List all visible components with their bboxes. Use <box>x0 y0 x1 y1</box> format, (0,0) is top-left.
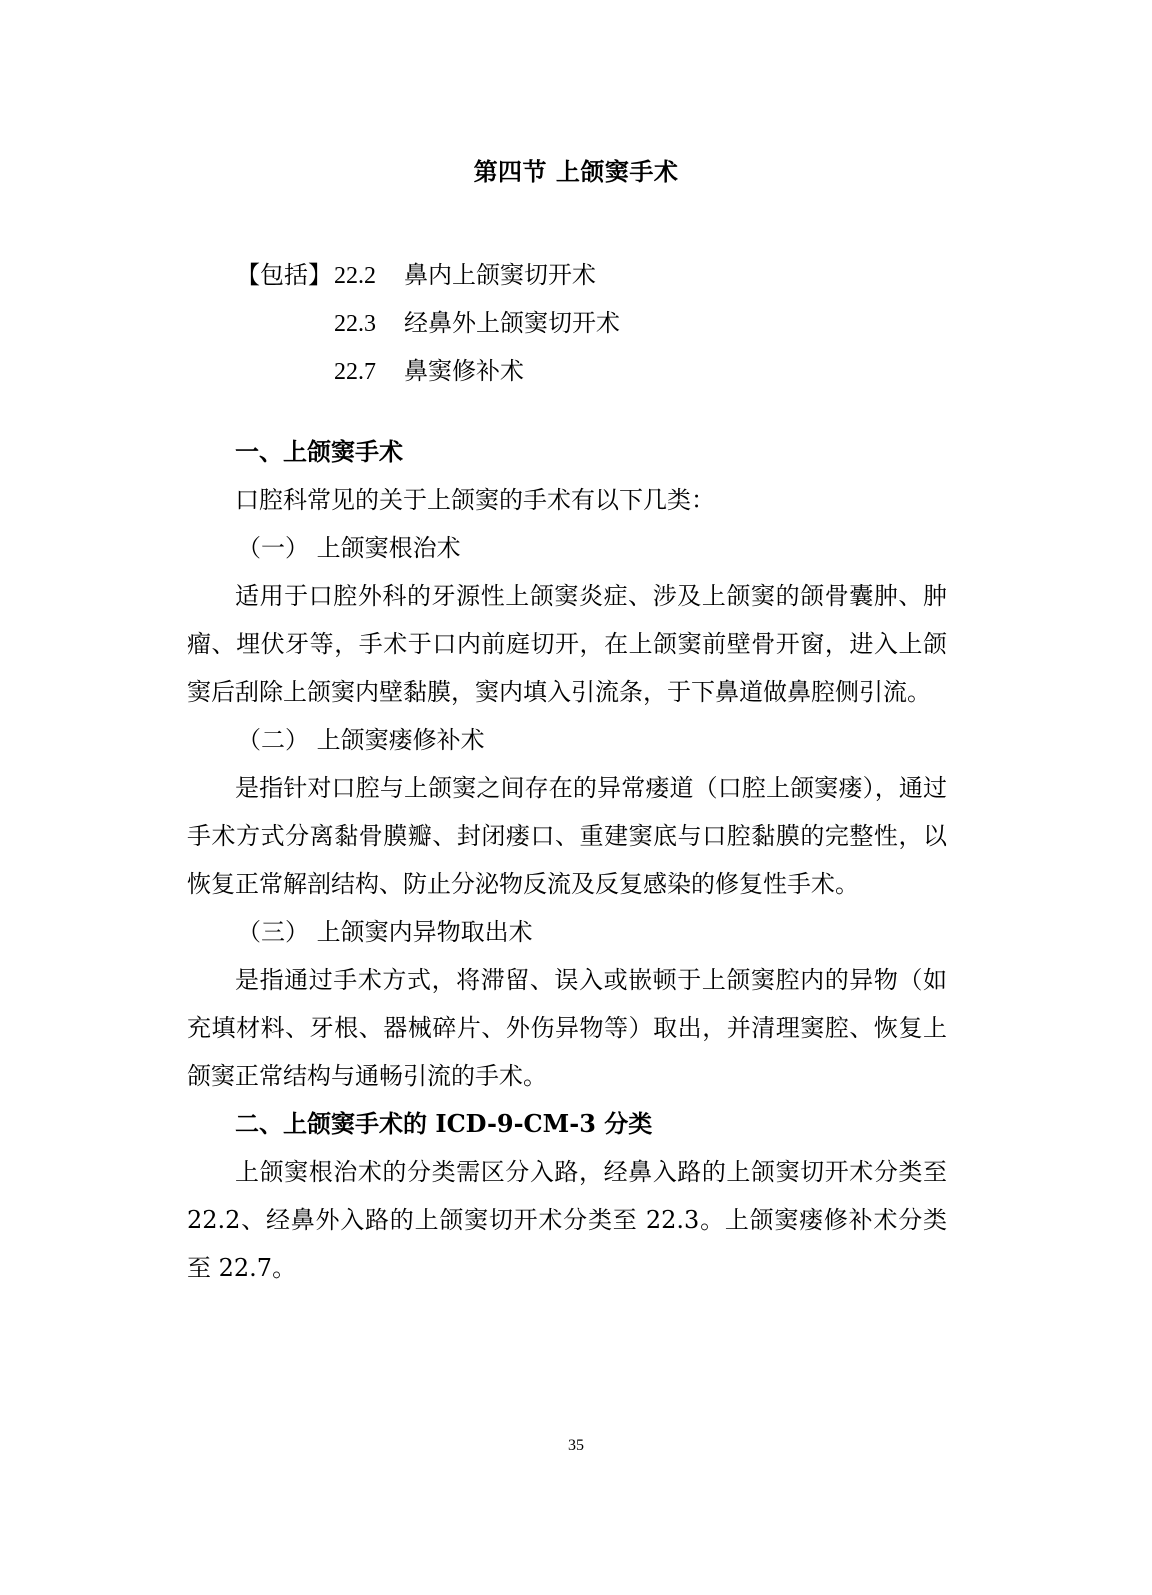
subsection-title: （一） 上颌窦根治术 <box>237 534 461 562</box>
procedure-name: 鼻窦修补术 <box>404 357 524 385</box>
document-body <box>187 428 947 1292</box>
paragraph: 适用于口腔外科的牙源性上颌窦炎症、涉及上颌窦的颌骨囊肿、肿瘤、埋伏牙等，手术于口内前庭切开，在上颌窦前壁骨开窗，进入上颌窦后刮除上颌窦内壁黏膜，窦内填入引流条，于下鼻道做鼻腔侧引流。 <box>187 582 947 706</box>
subsection-title: （三） 上颌窦内异物取出术 <box>237 918 533 946</box>
section-title: 第四节 上颌窦手术 <box>473 157 679 186</box>
includes-list <box>236 251 956 395</box>
page-number: 35 <box>568 1437 584 1454</box>
section-heading: 二、上颌窦手术的 ICD-9-CM-3 分类 <box>235 1109 653 1138</box>
procedure-code: 22.2 <box>334 263 376 289</box>
paragraph: 上颌窦根治术的分类需区分入路，经鼻入路的上颌窦切开术分类至 22.2、经鼻外入路的上颌窦切开术分类至 22.3。上颌窦瘘修补术分类至 22.7。 <box>187 1158 947 1282</box>
procedure-code: 22.7 <box>334 359 376 385</box>
procedure-name: 鼻内上颌窦切开术 <box>404 261 596 289</box>
procedure-name: 经鼻外上颌窦切开术 <box>404 309 620 337</box>
paragraph: 口腔科常见的关于上颌窦的手术有以下几类： <box>235 486 715 514</box>
subsection-title: （二） 上颌窦瘘修补术 <box>237 726 485 754</box>
includes-row <box>236 251 956 299</box>
includes-label: 【包括】 <box>236 261 332 289</box>
section-heading: 一、上颌窦手术 <box>235 437 403 466</box>
paragraph: 是指针对口腔与上颌窦之间存在的异常瘘道（口腔上颌窦瘘），通过手术方式分离黏骨膜瓣、封闭瘘口、重建窦底与口腔黏膜的完整性，以恢复正常解剖结构、防止分泌物反流及反复感染的修复性手术。 <box>187 774 947 898</box>
paragraph: 是指通过手术方式，将滞留、误入或嵌顿于上颌窦腔内的异物（如充填材料、牙根、器械碎片、外伤异物等）取出，并清理窦腔、恢复上颌窦正常结构与通畅引流的手术。 <box>187 966 947 1090</box>
includes-row <box>236 347 956 395</box>
procedure-code: 22.3 <box>334 311 376 337</box>
includes-row <box>236 299 956 347</box>
